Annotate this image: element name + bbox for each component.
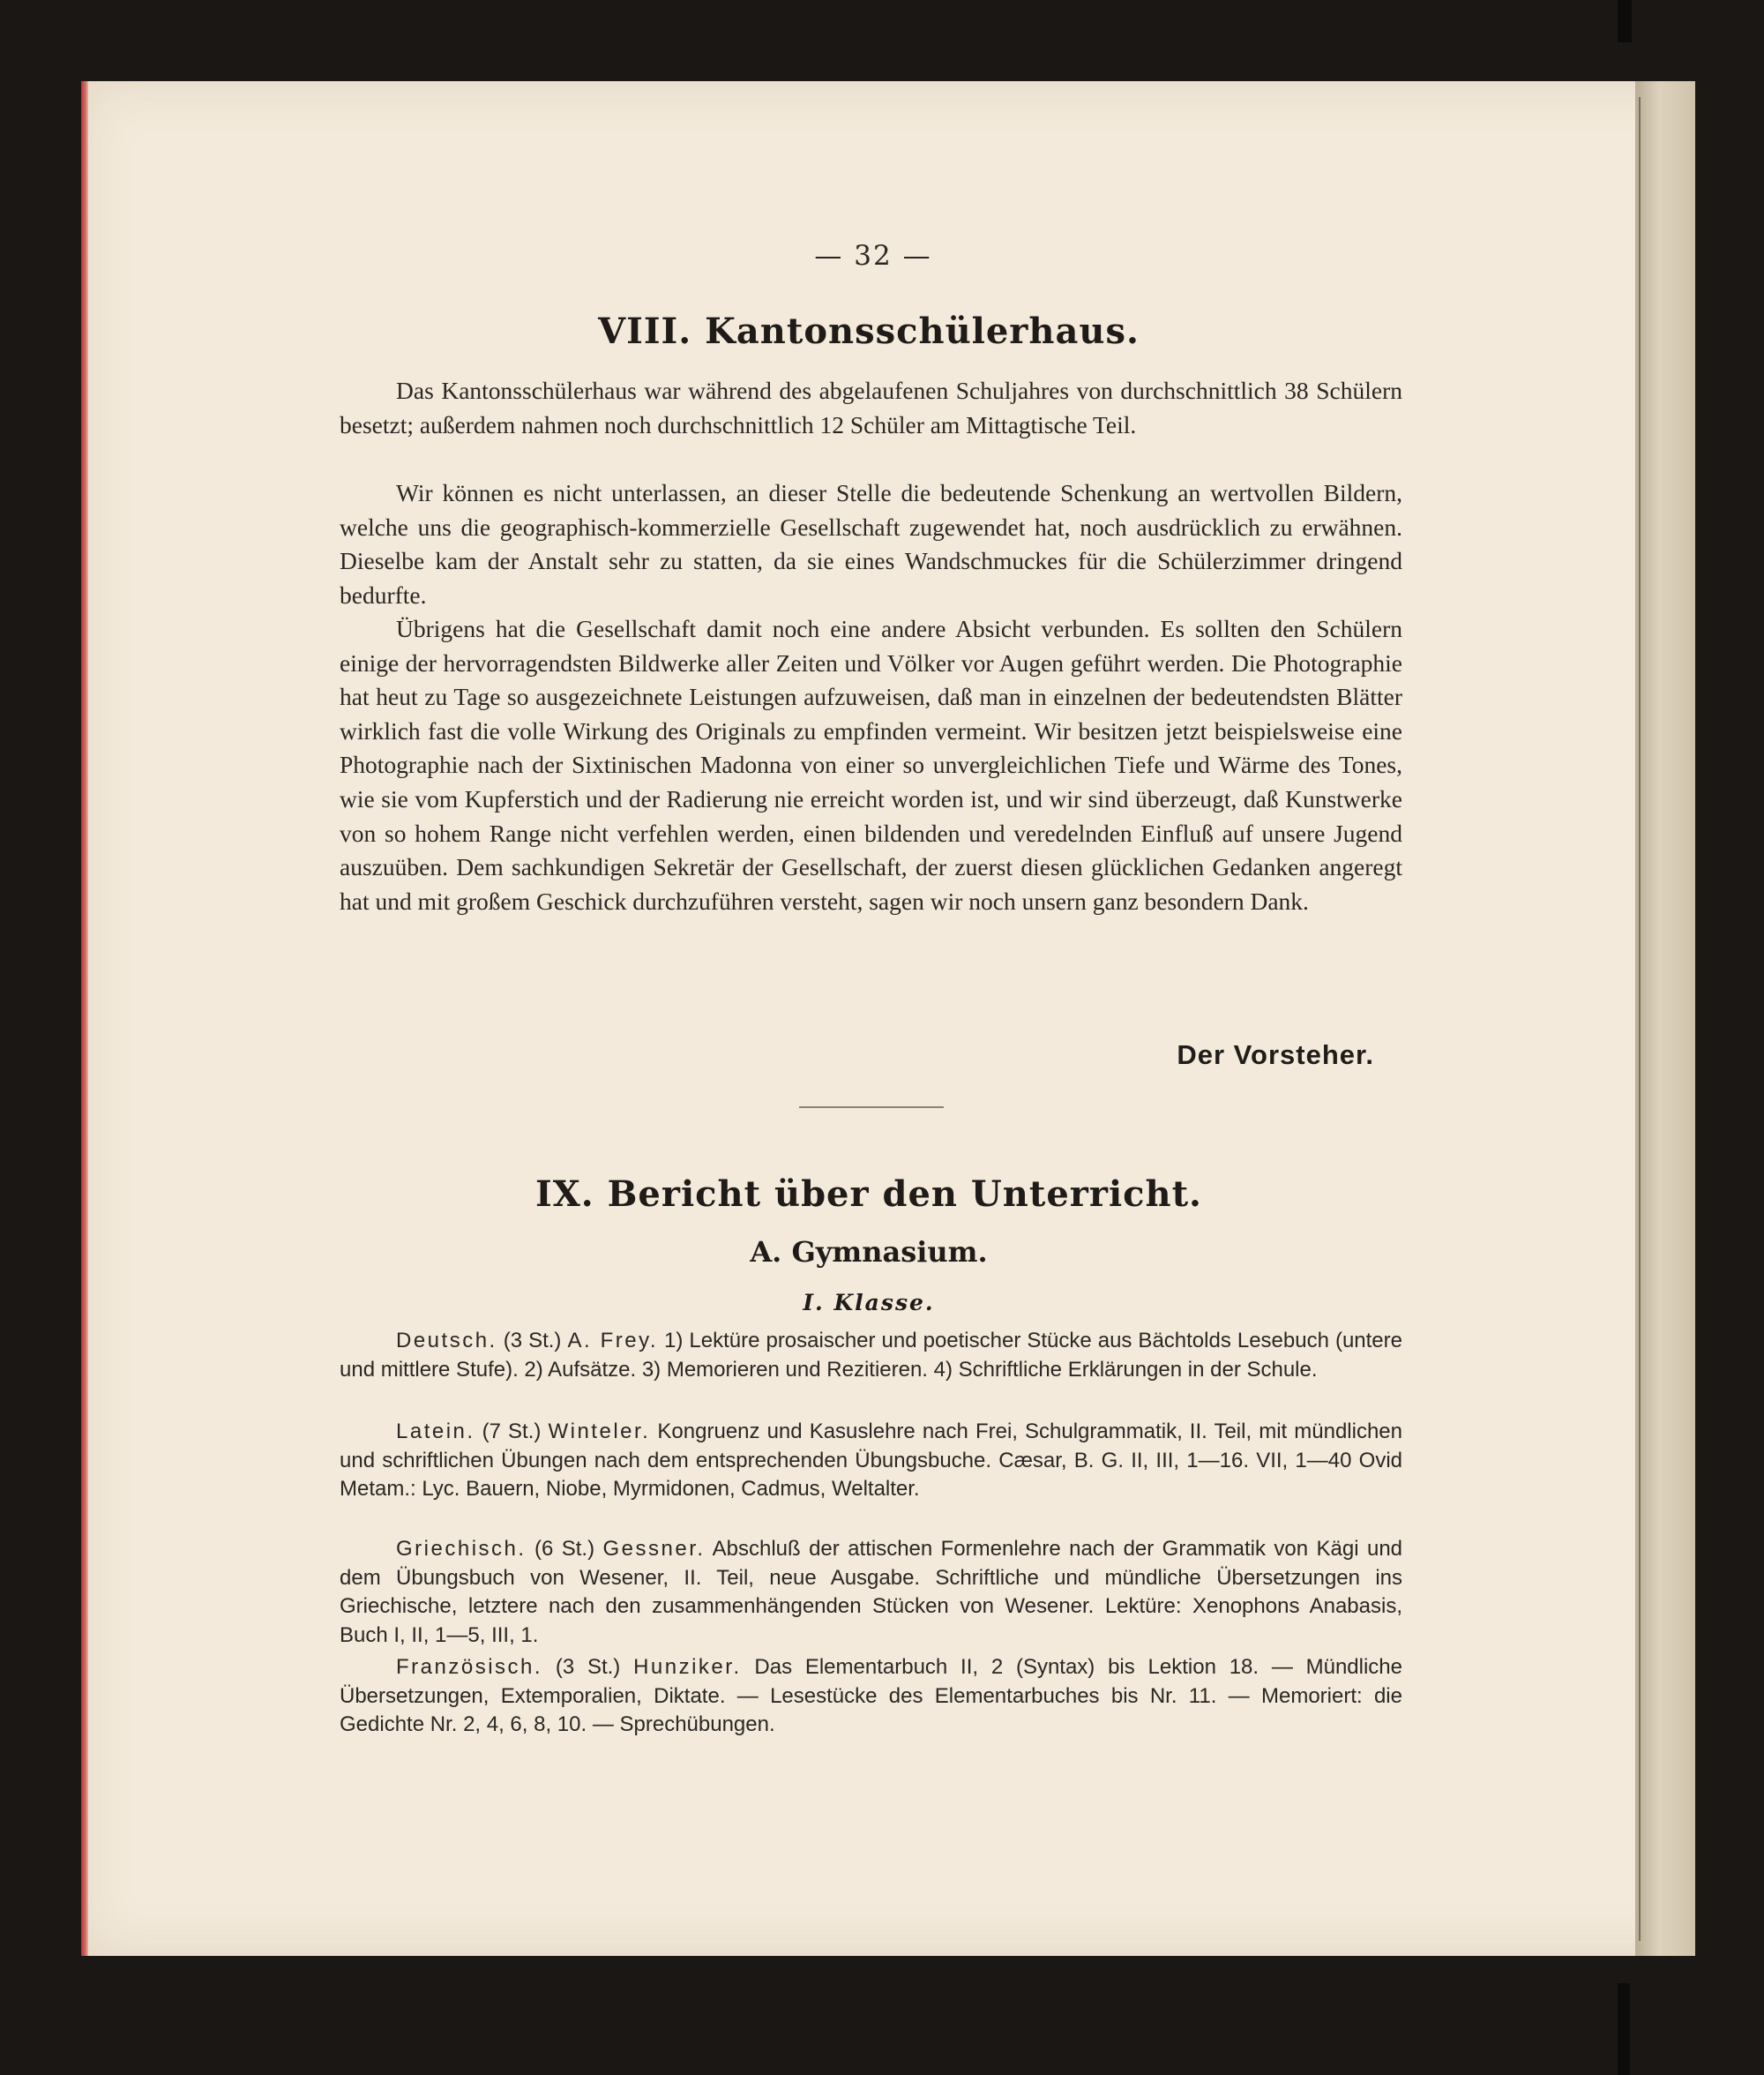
section-viii-paragraph-2: Wir können es nicht unterlassen, an dieser Stelle die bedeutende Schenkung an wertvollen Bildern, welche uns die geographisch-kommerzielle Gesellschaft zugewendet hat, noch ausdrücklich zu erwähnen. Dieselbe kam der Anstalt sehr zu statten, da sie eines Wandschmuckes für die Schülerzimmer dringend bedurfte. <box>340 479 1402 609</box>
red-page-edge <box>81 81 88 1956</box>
subject-text: Kongruenz und Kasuslehre nach Frei, Schulgrammatik, II. Teil, mit mündlichen und schriftlichen Übungen nach dem entsprechenden Übungsbuche. Cæsar, B. G. II, III, 1—16. VII, 1—40 Ovid Metam.: Lyc. Bauern, Niobe, Myrmidonen, Cadmus, Weltalter. <box>340 1420 1403 1501</box>
subject-deutsch <box>340 1327 1402 1384</box>
section-viii-heading: VIII. Kantonsschülerhaus. <box>598 311 1140 352</box>
section-divider <box>799 1106 944 1108</box>
gymnasium-subheading: A. Gymnasium. <box>750 1235 988 1269</box>
subject-hours: (3 St.) <box>503 1329 562 1352</box>
facing-page-edge <box>1635 81 1695 1956</box>
signature: Der Vorsteher. <box>1177 1039 1374 1070</box>
subject-franzoesisch <box>340 1653 1402 1740</box>
section-viii-paragraph-3: Übrigens hat die Gesellschaft damit noch eine andere Absicht verbunden. Es sollten den Schülern einige der hervorragendsten Bildwerke aller Zeiten und Völker vor Augen geführt werden. Die Photographie hat heut zu Tage so ausgezeichnete Leistungen aufzuweisen, daß man in einzelnen der bedeutendsten Blätter wirklich fast die volle Wirkung des Originals zu empfinden vermeint. Wir besitzen jetzt beispielsweise eine Photographie nach der Sixtinischen Madonna von einer so unvergleichlichen Tiefe und Wärme des Tones, wie sie vom Kupferstich und der Radierung nie erreicht worden ist, und wir sind überzeugt, daß Kunstwerke von so hohem Range nicht verfehlen werden, einen bildenden und veredelnden Einfluß auf unsere Jugend auszuüben. Dem sachkundigen Sekretär der Gesellschaft, der zuerst diesen glücklichen Gedanken angeregt hat und mit großem Geschick durchzuführen versteht, sagen wir noch unsern ganz besondern Dank. <box>340 615 1402 915</box>
subject-griechisch <box>340 1535 1402 1650</box>
subject-teacher: Gessner. <box>602 1537 706 1561</box>
subject-text: Das Elementarbuch II, 2 (Syntax) bis Lektion 18. — Mündliche Übersetzungen, Extemporalien, Diktate. — Lesestücke des Elementarbuches bis Nr. 11. — Memoriert: die Gedichte Nr. 2, 4, 6, 8, 10. — Sprechübungen. <box>340 1655 1403 1736</box>
subject-teacher: A. Frey. <box>567 1329 659 1352</box>
subject-text: 1) Lektüre prosaischer und poetischer Stücke aus Bächtolds Lesebuch (untere und mittlere Stufe). 2) Aufsätze. 3) Memorieren und Rezitieren. 4) Schriftliche Erklärungen in der Schule. <box>340 1329 1402 1382</box>
subject-name: Latein. <box>396 1420 475 1443</box>
subject-hours: (6 St.) <box>534 1537 595 1561</box>
subject-hours: (7 St.) <box>482 1420 542 1443</box>
bookmark-ribbon-top <box>1618 0 1632 42</box>
section-ix-heading: IX. Bericht über den Unterricht. <box>535 1173 1202 1215</box>
subject-name: Griechisch. <box>396 1537 527 1561</box>
class-heading: I. Klasse. <box>803 1290 935 1315</box>
gutter-line <box>1639 97 1641 1941</box>
page-number: — 32 — <box>814 240 932 272</box>
bookmark-ribbon-bottom <box>1618 1983 1630 2075</box>
subject-hours: (3 St.) <box>555 1655 621 1679</box>
subject-name: Französisch. <box>396 1655 543 1679</box>
subject-teacher: Hunziker. <box>633 1655 742 1679</box>
subject-latein <box>340 1418 1402 1504</box>
subject-text: Abschluß der attischen Formenlehre nach der Grammatik von Kägi und dem Übungsbuch von Wesener, II. Teil, neue Ausgabe. Schriftliche und mündliche Übersetzungen ins Griechische, letztere nach den zusammenhängenden Stücken von Wesener. Lektüre: Xenophons Anabasis, Buch I, II, 1—5, III, 1. <box>340 1537 1403 1647</box>
section-viii-paragraph-1: Das Kantonsschülerhaus war während des abgelaufenen Schuljahres von durchschnittlich 38 Schülern besetzt; außerdem nahmen noch durchschnittlich 12 Schüler am Mittagtische Teil. <box>340 377 1402 438</box>
subject-name: Deutsch. <box>396 1329 497 1352</box>
subject-teacher: Winteler. <box>548 1420 651 1443</box>
